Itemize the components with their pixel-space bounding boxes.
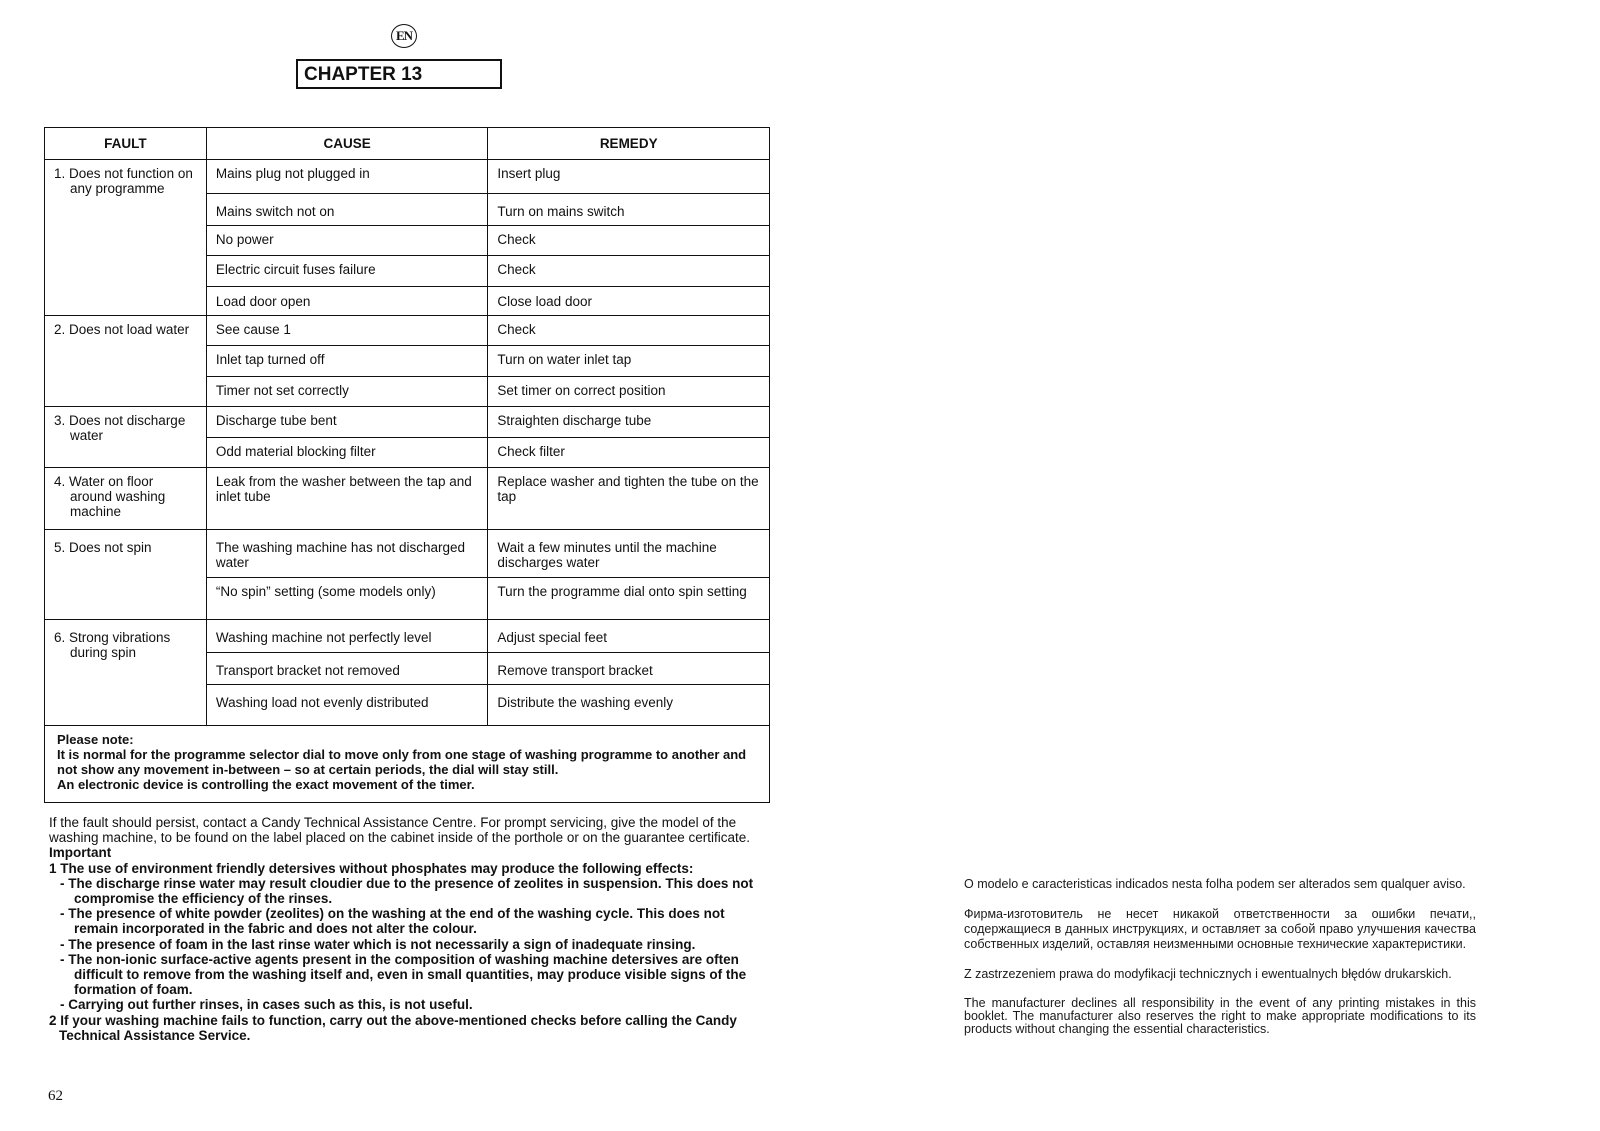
fault-cell: 6. Strong vibrations during spin — [45, 620, 207, 726]
cause-cell: Inlet tap turned off — [206, 346, 488, 377]
cause-cell: The washing machine has not discharged water — [206, 530, 488, 578]
remedy-cell: Turn on mains switch — [488, 194, 770, 226]
table-header-row — [45, 128, 770, 160]
remedy-cell: Adjust special feet — [488, 620, 770, 653]
fault-cell: 4. Water on floor around washing machine — [45, 468, 207, 530]
note-line: It is normal for the programme selector dial to move only from one stage of washing programme to another and not show any movement in-between – so at certain periods, the dial will stay still. — [57, 747, 747, 777]
remedy-cell: Distribute the washing evenly — [488, 685, 770, 726]
fault-table — [44, 127, 770, 803]
remedy-cell: Turn on water inlet tap — [488, 346, 770, 377]
chapter-title: CHAPTER 13 — [296, 59, 502, 89]
cause-cell: See cause 1 — [206, 316, 488, 346]
page-number: 62 — [48, 1088, 63, 1104]
note-row — [45, 726, 770, 803]
table-row — [45, 468, 770, 530]
remedy-cell: Turn the programme dial onto spin setting — [488, 578, 770, 620]
cause-cell: Mains plug not plugged in — [206, 160, 488, 194]
remedy-cell: Close load door — [488, 287, 770, 316]
cause-cell: Timer not set correctly — [206, 377, 488, 407]
cause-cell: Mains switch not on — [206, 194, 488, 226]
cause-cell: “No spin” setting (some models only) — [206, 578, 488, 620]
effects-list — [49, 876, 769, 1013]
table-row — [45, 530, 770, 578]
fault-cell: 1. Does not function on any programme — [45, 160, 207, 316]
remedy-cell: Straighten discharge tube — [488, 407, 770, 438]
table-row — [45, 620, 770, 653]
remedy-cell: Check — [488, 256, 770, 287]
table-row — [45, 160, 770, 194]
cause-cell: Washing load not evenly distributed — [206, 685, 488, 726]
cause-cell: Load door open — [206, 287, 488, 316]
table-row — [45, 316, 770, 346]
disclaimer-pt: O modelo e caracteristicas indicados nesta folha podem ser alterados sem qualquer aviso. — [964, 877, 1466, 891]
remedy-cell: Remove transport bracket — [488, 653, 770, 685]
cause-cell: Discharge tube bent — [206, 407, 488, 438]
remedy-cell: Check filter — [488, 438, 770, 468]
cause-cell: Washing machine not perfectly level — [206, 620, 488, 653]
table-row — [45, 407, 770, 438]
cause-cell: Transport bracket not removed — [206, 653, 488, 685]
note-cell — [45, 726, 770, 803]
note-line: An electronic device is controlling the exact movement of the timer. — [57, 777, 475, 792]
disclaimer-en: The manufacturer declines all responsibility in the event of any printing mistakes in this booklet. The manufacturer also reserves the right to make appropriate modifications to its products without changing the essential characteristics. — [964, 996, 1476, 1036]
disclaimer-ru: Фирма-изготовитель не несет никакой ответственности за ошибки печати,, содержащиеся в данных инструкциях, и оставляет за собой право улучшения качества собственных изделий, оставляя неизменными основные технические характеристики. — [964, 907, 1476, 951]
remedy-cell: Insert plug — [488, 160, 770, 194]
remedy-cell: Check — [488, 226, 770, 256]
important-item-2: 2 If your washing machine fails to function, carry out the above-mentioned checks before calling the Candy Technical Assistance Service. — [49, 1012, 737, 1043]
list-item: - The presence of foam in the last rinse water which is not necessarily a sign of inadequate rinsing. — [60, 936, 696, 952]
persist-paragraph: If the fault should persist, contact a Candy Technical Assistance Centre. For prompt servicing, give the model of the washing machine, to be found on the label placed on the cabinet inside of the porthole or on the guarantee certificate. — [49, 815, 750, 846]
list-item: - The presence of white powder (zeolites) on the washing at the end of the washing cycle. This does not remain incorporated in the fabric and does not alter the colour. — [60, 906, 725, 937]
remedy-cell: Check — [488, 316, 770, 346]
important-heading: Important — [49, 845, 112, 861]
language-badge: EN — [391, 24, 417, 48]
header-remedy: REMEDY — [488, 128, 770, 160]
disclaimer-pl: Z zastrzezeniem prawa do modyfikacji technicznych i ewentualnych błędów drukarskich. — [964, 967, 1452, 981]
cause-cell: Electric circuit fuses failure — [206, 256, 488, 287]
remedy-cell: Replace washer and tighten the tube on the tap — [488, 468, 770, 530]
header-cause: CAUSE — [206, 128, 488, 160]
remedy-cell: Set timer on correct position — [488, 377, 770, 407]
fault-cell: 5. Does not spin — [45, 530, 207, 620]
fault-cell: 3. Does not discharge water — [45, 407, 207, 468]
note-title: Please note: — [57, 732, 134, 747]
list-item: - The non-ionic surface-active agents present in the composition of washing machine detersives are often difficult to remove from the washing itself and, even in small quantities, may produce visible signs of the formation of foam. — [60, 951, 747, 998]
header-fault: FAULT — [45, 128, 207, 160]
disclaimer-column — [964, 877, 1476, 1036]
remedy-cell: Wait a few minutes until the machine discharges water — [488, 530, 770, 578]
list-item: - The discharge rinse water may result cloudier due to the presence of zeolites in suspension. This does not compromise the efficiency of the rinses. — [60, 875, 754, 907]
list-item: - Carrying out further rinses, in cases such as this, is not useful. — [60, 997, 473, 1013]
fault-cell: 2. Does not load water — [45, 316, 207, 407]
cause-cell: No power — [206, 226, 488, 256]
cause-cell: Odd material blocking filter — [206, 438, 488, 468]
cause-cell: Leak from the washer between the tap and inlet tube — [206, 468, 488, 530]
footer-section — [49, 815, 769, 1043]
important-item-1: 1 The use of environment friendly detersives without phosphates may produce the following effects: — [49, 860, 694, 876]
